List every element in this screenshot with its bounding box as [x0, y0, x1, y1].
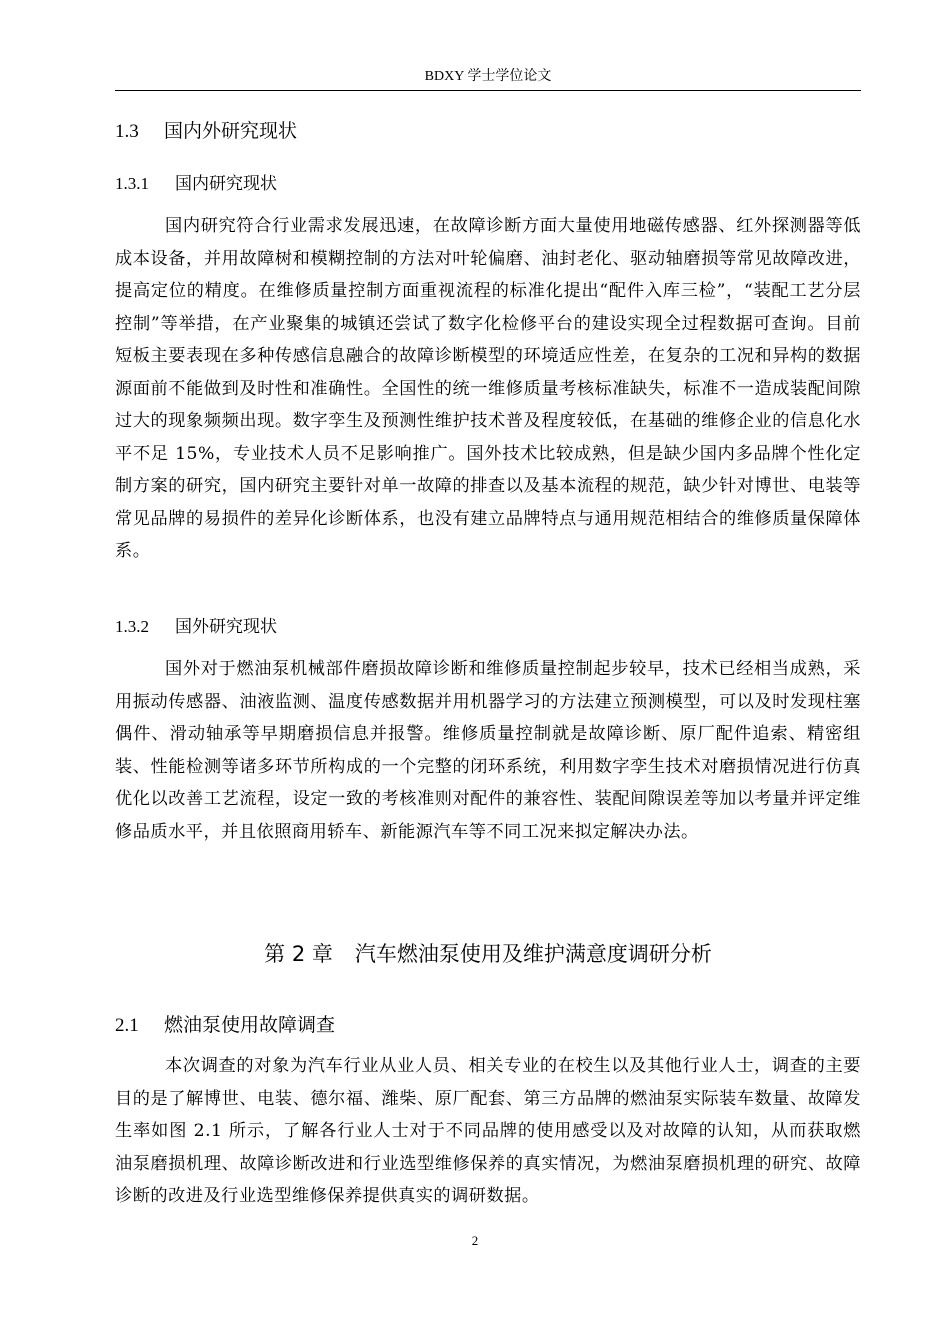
section-number: 1.3.1: [115, 174, 149, 193]
section-title: 国内研究现状: [175, 174, 277, 194]
section-title: 燃油泵使用故障调查: [164, 1014, 336, 1036]
chapter-title: 汽车燃油泵使用及维护满意度调研分析: [354, 942, 712, 966]
chapter-heading: [115, 939, 861, 969]
section-number: 1.3.2: [115, 617, 149, 636]
page-number: 2: [471, 1233, 479, 1248]
paragraph-foreign-research: 国外对于燃油泵机械部件磨损故障诊断和维修质量控制起步较早，技术已经相当成熟，采用振动传感器、油液监测、温度传感数据并用机器学习的方法建立预测模型，可以及时发现柱塞偶件、滑动轴承等早期磨损信息并报警。维修质量控制就是故障诊断、原厂配件追索、精密组装、性能检测等诸多环节所构成的一个完整的闭环系统，利用数字孪生技术对磨损情况进行仿真优化以改善工艺流程，设定一致的考核准则对配件的兼容性、装配间隙误差等加以考量并评定维修品质水平，并且依照商用轿车、新能源汽车等不同工况来拟定解决办法。: [115, 659, 861, 842]
section-title: 国内外研究现状: [164, 120, 298, 142]
paragraph-domestic-research: 国内研究符合行业需求发展迅速，在故障诊断方面大量使用地磁传感器、红外探测器等低成本设备，并用故障树和模糊控制的方法对叶轮偏磨、油封老化、驱动轴磨损等常见故障改进，提高定位的精度。在维修质量控制方面重视流程的标准化提出“配件入库三检”，“装配工艺分层控制”等举措，在产业聚集的城镇还尝试了数字化检修平台的建设实现全过程数据可查询。目前短板主要表现在多种传感信息融合的故障诊断模型的环境适应性差，在复杂的工况和异构的数据源面前不能做到及时性和准确性。全国性的统一维修质量考核标准缺失，标准不一造成装配间隙过大的现象频频出现。数字孪生及预测性维护技术普及程度较低，在基础的维修企业的信息化水平不足 15%，专业技术人员不足影响推广。国外技术比较成熟，但是缺少国内多品牌个性化定制方案的研究，国内研究主要针对单一故障的排查以及基本流程的规范，缺少针对博世、电装等常见品牌的易损件的差异化诊断体系，也没有建立品牌特点与通用规范相结合的维修质量保障体系。: [115, 216, 861, 561]
chapter-number: 第 2 章: [264, 942, 333, 966]
section-number: 2.1: [115, 1015, 139, 1036]
paragraph-survey: 本次调查的对象为汽车行业从业人员、相关专业的在校生以及其他行业人士，调查的主要目的是了解博世、电装、德尔福、潍柴、原厂配套、第三方品牌的燃油泵实际装车数量、故障发生率如图 2.1 所示，了解各行业人士对于不同品牌的使用感受以及对故障的认知，从而获取燃油泵磨损机理、故障诊断改进和行业选型维修保养的真实情况，为燃油泵磨损机理的研究、故障诊断的改进及行业选型维修保养提供真实的调研数据。: [115, 1056, 861, 1206]
section-heading-1-3-1: [115, 171, 277, 197]
section-heading-2-1: [115, 1011, 335, 1040]
section-heading-1-3-2: [115, 614, 277, 640]
running-header: BDXY 学士学位论文: [115, 64, 861, 91]
section-number: 1.3: [115, 121, 139, 142]
section-heading-1-3: [115, 117, 297, 146]
section-title: 国外研究现状: [175, 617, 277, 637]
